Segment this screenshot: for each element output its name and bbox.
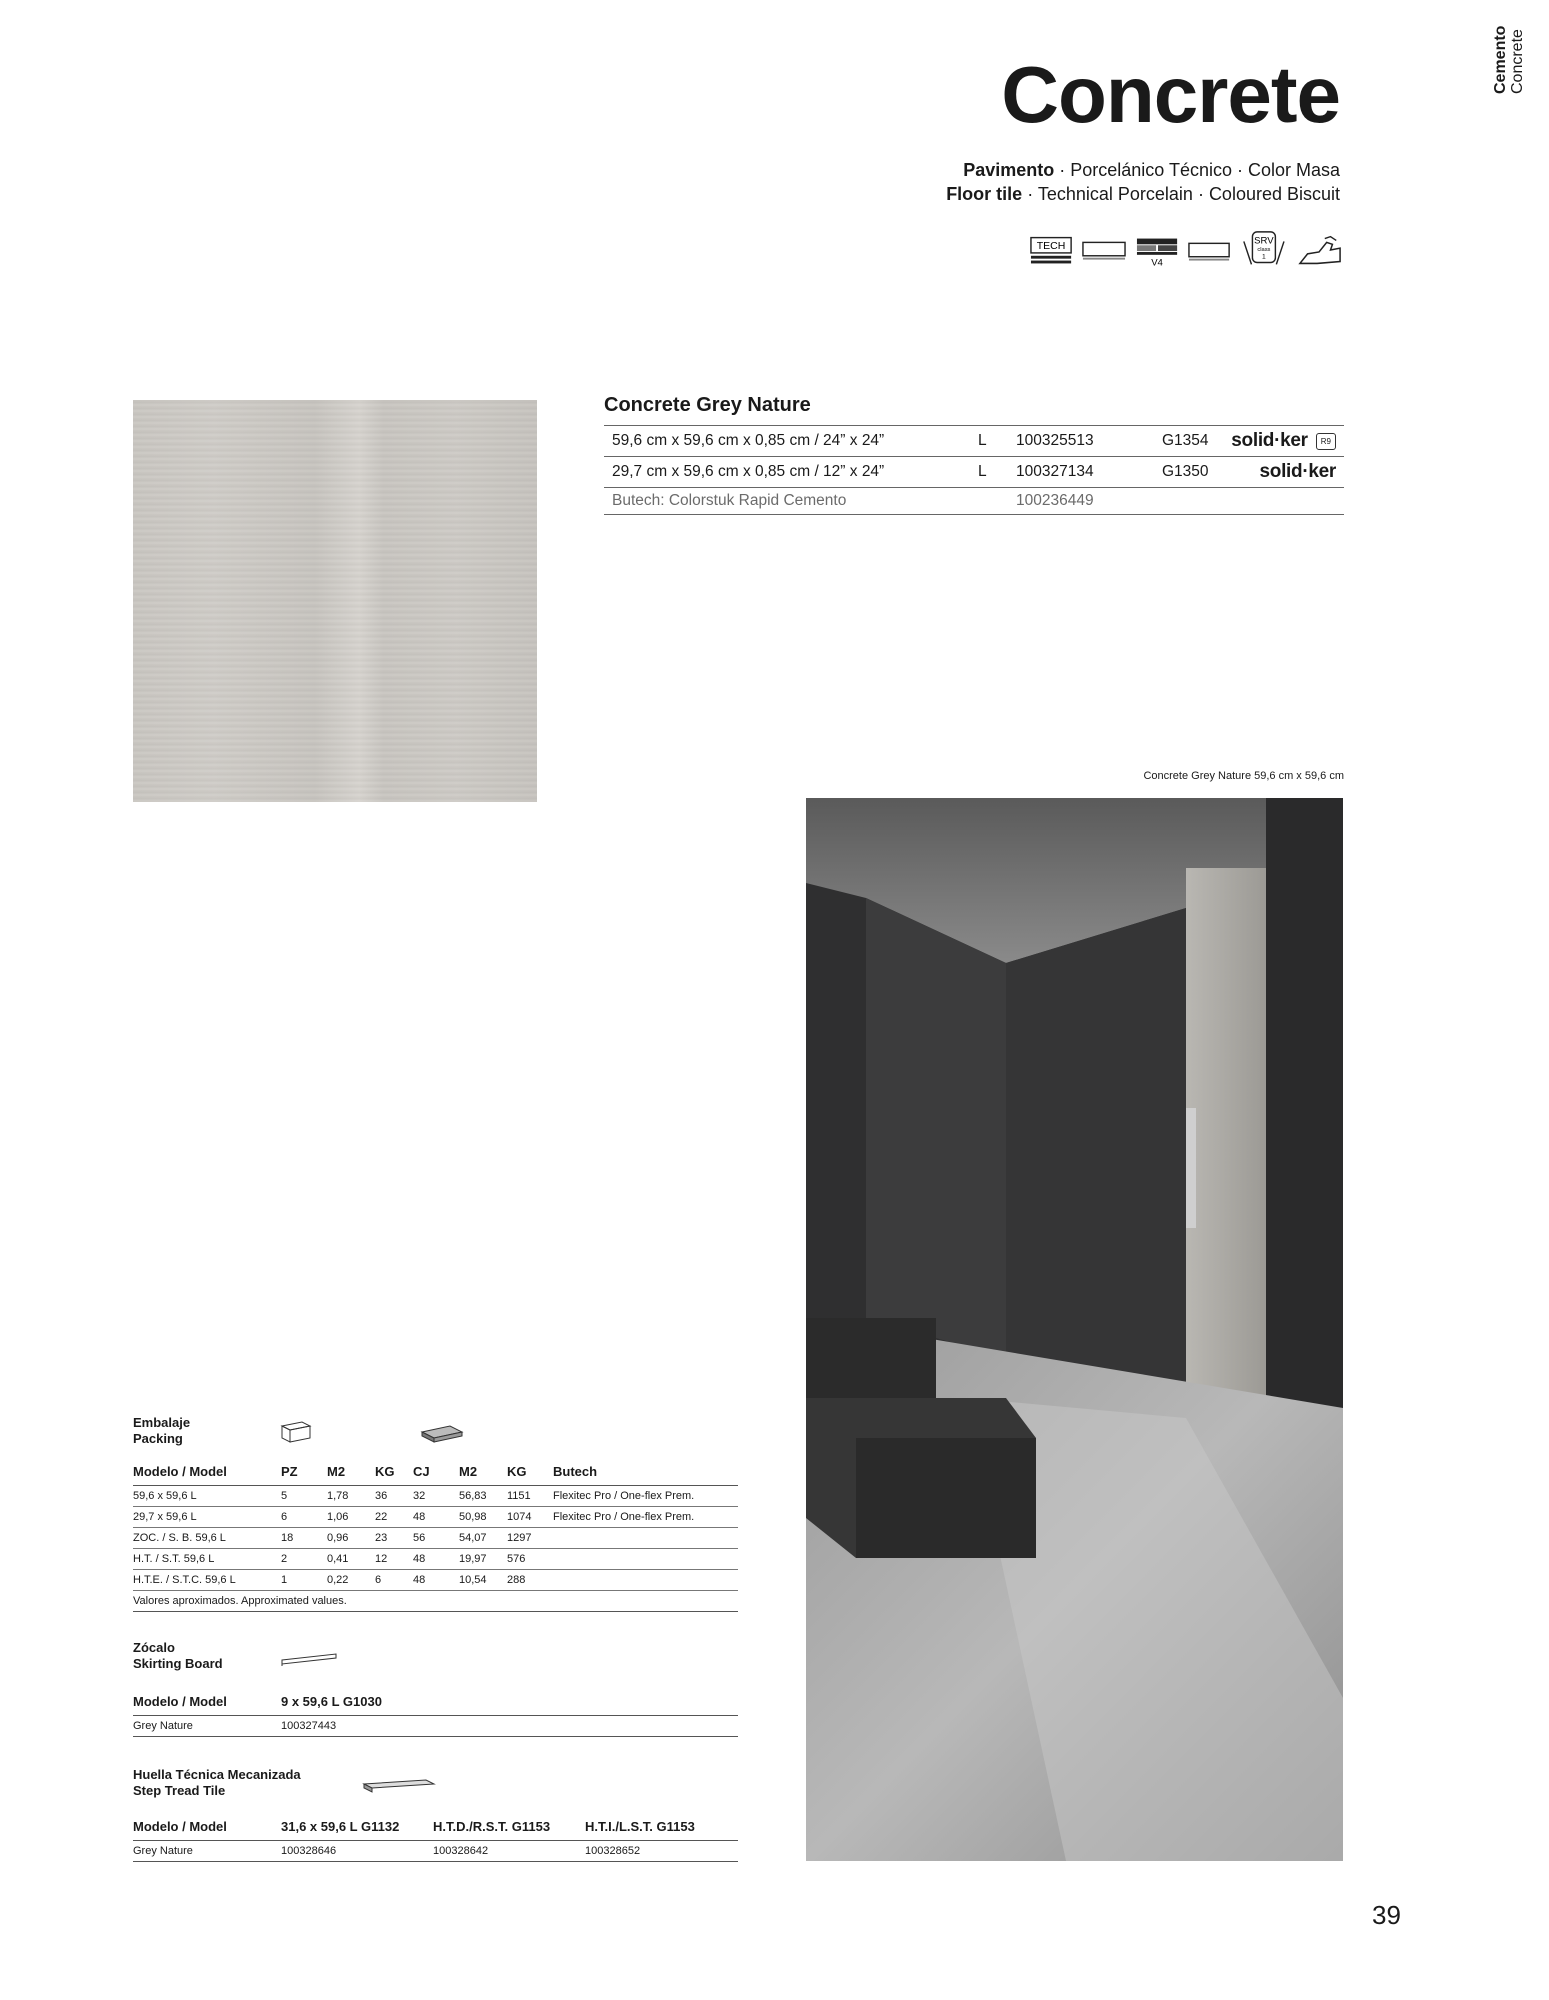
col-header: Modelo / Model	[133, 1690, 281, 1716]
butech-product: Butech: Colorstuk Rapid Cemento	[604, 488, 1008, 515]
col-header: 9 x 59,6 L G1030	[281, 1690, 738, 1716]
table-row	[133, 1549, 738, 1570]
cell: 48	[413, 1549, 459, 1570]
col-header: 31,6 x 59,6 L G1132	[281, 1815, 433, 1841]
product-code: 100236449	[1008, 488, 1154, 515]
cell: 0,41	[327, 1549, 375, 1570]
step-table	[133, 1815, 738, 1862]
product-code: 100327134	[1008, 457, 1154, 488]
box-icon	[280, 1420, 312, 1444]
cell: 6	[375, 1570, 413, 1591]
table-row	[604, 488, 1344, 515]
skirting-board-icon	[280, 1652, 340, 1668]
packing-table	[133, 1460, 738, 1612]
cell: H.T.E. / S.T.C. 59,6 L	[133, 1570, 281, 1591]
approx-note: Valores aproximados. Approximated values.	[133, 1591, 738, 1612]
cell: 6	[281, 1507, 327, 1528]
cell: 100328646	[281, 1841, 433, 1862]
pallet-icon	[420, 1422, 464, 1446]
cell	[553, 1549, 738, 1570]
product-type: L	[970, 457, 1008, 488]
product-type: L	[970, 426, 1008, 457]
table-row	[133, 1570, 738, 1591]
col-header: Modelo / Model	[133, 1815, 281, 1841]
v4-shade-icon	[1136, 234, 1178, 268]
col-header: H.T.I./L.S.T. G1153	[585, 1815, 738, 1841]
tech-icon-label: TECH	[1036, 240, 1066, 253]
col-header: KG	[507, 1460, 553, 1486]
cell: 19,97	[459, 1549, 507, 1570]
rectified-icon	[1188, 238, 1230, 264]
col-header: CJ	[413, 1460, 459, 1486]
step-header-row	[133, 1815, 738, 1841]
spec-icons	[1030, 226, 1342, 276]
cell: 48	[413, 1507, 459, 1528]
hand-care-icon	[1298, 234, 1342, 268]
step-title-en: Step Tread Tile	[133, 1783, 226, 1798]
subtitle-english-rest: · Technical Porcelain · Coloured Biscuit	[1022, 184, 1340, 204]
side-tab-english: Concrete	[1509, 29, 1526, 94]
packing-title-en: Packing	[133, 1431, 183, 1446]
col-header: Butech	[553, 1460, 738, 1486]
cell: 1151	[507, 1486, 553, 1507]
product-size: 29,7 cm x 59,6 cm x 0,85 cm / 12” x 24”	[604, 457, 970, 488]
product-ref: G1350	[1154, 457, 1220, 488]
srv-class-number: 1	[1262, 253, 1266, 261]
cell: 48	[413, 1570, 459, 1591]
cell: Flexitec Pro / One-flex Prem.	[553, 1486, 738, 1507]
tile-swatch-image	[133, 400, 537, 802]
solidker-logo: solid·ker	[1259, 461, 1336, 482]
subtitle-spanish-rest: · Porcelánico Técnico · Color Masa	[1054, 160, 1340, 180]
cell: 1074	[507, 1507, 553, 1528]
table-row	[604, 457, 1344, 488]
packing-title	[133, 1415, 190, 1447]
slip-rating-badge: R9	[1316, 433, 1336, 450]
cell: 22	[375, 1507, 413, 1528]
cell: 576	[507, 1549, 553, 1570]
cell: 32	[413, 1486, 459, 1507]
skirting-table	[133, 1690, 738, 1737]
cell: 100328652	[585, 1841, 738, 1862]
product-table	[604, 425, 1344, 515]
cell: 54,07	[459, 1528, 507, 1549]
col-header: KG	[375, 1460, 413, 1486]
cell	[553, 1570, 738, 1591]
cell: 1297	[507, 1528, 553, 1549]
step-tread-icon	[362, 1778, 436, 1794]
cell: 1	[281, 1570, 327, 1591]
side-section-tab	[1492, 14, 1526, 94]
table-row	[133, 1486, 738, 1507]
cell: 56	[413, 1528, 459, 1549]
subtitle-spanish	[800, 158, 1340, 182]
col-header: H.T.D./R.S.T. G1153	[433, 1815, 585, 1841]
cell: 0,96	[327, 1528, 375, 1549]
cell: 5	[281, 1486, 327, 1507]
cell: 2	[281, 1549, 327, 1570]
cell: H.T. / S.T. 59,6 L	[133, 1549, 281, 1570]
skirting-title	[133, 1640, 223, 1672]
product-size: 59,6 cm x 59,6 cm x 0,85 cm / 24” x 24”	[604, 426, 970, 457]
page-number: 39	[1372, 1900, 1401, 1930]
cell: 18	[281, 1528, 327, 1549]
skirting-header-row	[133, 1690, 738, 1716]
col-header: Modelo / Model	[133, 1460, 281, 1486]
packing-header-row	[133, 1460, 738, 1486]
product-ref: G1354	[1154, 426, 1220, 457]
cell: 288	[507, 1570, 553, 1591]
cell: 1,06	[327, 1507, 375, 1528]
cell: 29,7 x 59,6 L	[133, 1507, 281, 1528]
cell: 59,6 x 59,6 L	[133, 1486, 281, 1507]
cell	[553, 1528, 738, 1549]
col-header: M2	[459, 1460, 507, 1486]
cell: Grey Nature	[133, 1841, 281, 1862]
table-row	[133, 1591, 738, 1612]
cell: 10,54	[459, 1570, 507, 1591]
subtitle-english-bold: Floor tile	[946, 184, 1023, 204]
step-title-es: Huella Técnica Mecanizada	[133, 1767, 301, 1782]
srv-class-label: class	[1257, 247, 1271, 253]
table-row	[133, 1507, 738, 1528]
product-code: 100325513	[1008, 426, 1154, 457]
solidker-logo: solid·ker	[1231, 430, 1308, 451]
col-header: M2	[327, 1460, 375, 1486]
srv-class-icon	[1240, 229, 1288, 273]
cell: 56,83	[459, 1486, 507, 1507]
skirting-title-es: Zócalo	[133, 1640, 175, 1655]
room-photo-illustration	[806, 798, 1343, 1861]
cell: Flexitec Pro / One-flex Prem.	[553, 1507, 738, 1528]
cell: 100327443	[281, 1716, 738, 1737]
v4-label: V4	[1151, 257, 1163, 268]
room-photo	[806, 798, 1343, 1861]
table-row	[133, 1716, 738, 1737]
cell: 36	[375, 1486, 413, 1507]
cell: 50,98	[459, 1507, 507, 1528]
product-name: Concrete Grey Nature	[604, 394, 811, 416]
step-title	[133, 1767, 301, 1799]
cell: ZOC. / S. B. 59,6 L	[133, 1528, 281, 1549]
col-header: PZ	[281, 1460, 327, 1486]
cell: Grey Nature	[133, 1716, 281, 1737]
cell: 1,78	[327, 1486, 375, 1507]
floor-tile-icon	[1082, 238, 1126, 264]
cell: 23	[375, 1528, 413, 1549]
table-row	[604, 426, 1344, 457]
subtitle-english	[800, 182, 1340, 206]
cell: 0,22	[327, 1570, 375, 1591]
tech-icon	[1030, 235, 1072, 267]
side-tab-spanish: Cemento	[1492, 25, 1509, 94]
skirting-title-en: Skirting Board	[133, 1656, 223, 1671]
srv-label: SRV	[1254, 235, 1274, 247]
cell: 100328642	[433, 1841, 585, 1862]
cell: 12	[375, 1549, 413, 1570]
image-caption: Concrete Grey Nature 59,6 cm x 59,6 cm	[1143, 770, 1344, 782]
packing-title-es: Embalaje	[133, 1415, 191, 1430]
subtitle-spanish-bold: Pavimento	[963, 160, 1055, 180]
table-row	[133, 1528, 738, 1549]
table-row	[133, 1841, 738, 1862]
page-title: Concrete	[1001, 50, 1340, 139]
